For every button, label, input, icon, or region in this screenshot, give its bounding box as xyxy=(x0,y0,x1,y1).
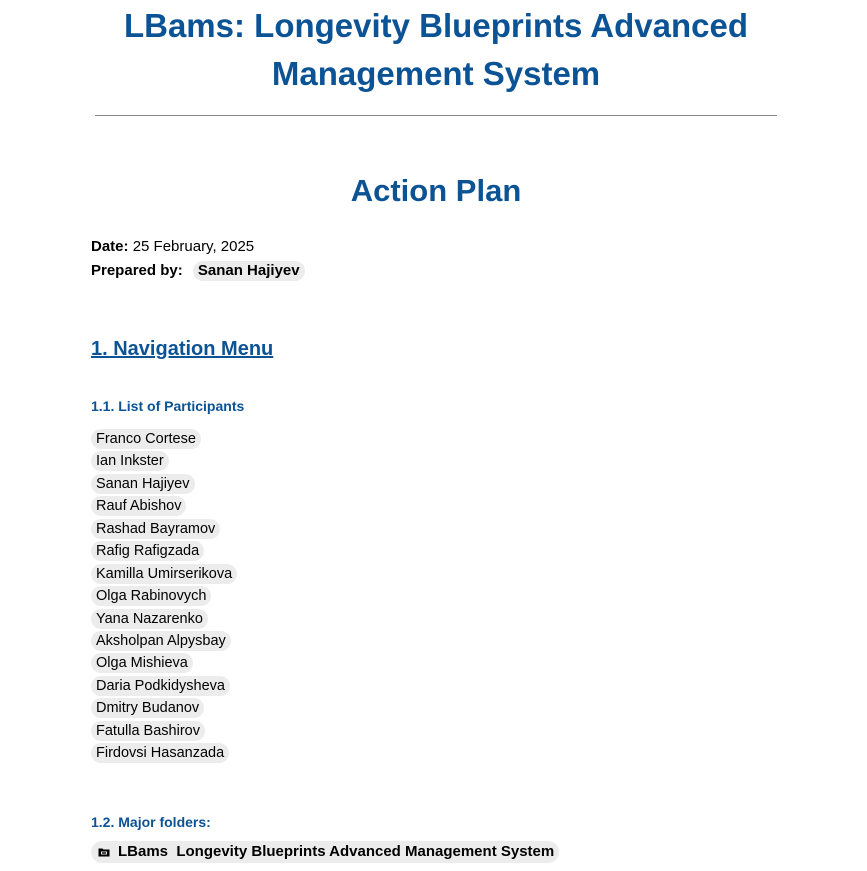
folder-icon xyxy=(98,846,110,858)
person-chip[interactable]: Fatulla Bashirov xyxy=(91,721,205,741)
person-chip[interactable]: Kamilla Umirserikova xyxy=(91,564,237,584)
list-item xyxy=(91,429,237,451)
person-chip[interactable]: Rafig Rafigzada xyxy=(91,541,204,561)
list-item xyxy=(91,653,237,675)
person-chip[interactable]: Olga Mishieva xyxy=(91,653,193,673)
list-item xyxy=(91,564,237,586)
list-item xyxy=(91,586,237,608)
list-item xyxy=(91,541,237,563)
document-title: LBams: Longevity Blueprints Advanced Management System xyxy=(123,7,749,92)
date-line xyxy=(91,236,254,258)
navigation-menu-heading-link[interactable]: 1. Navigation Menu xyxy=(91,338,274,360)
date-value: 25 February, 2025 xyxy=(132,238,255,255)
list-item xyxy=(91,676,237,698)
list-item xyxy=(91,743,237,765)
person-chip[interactable]: Rauf Abishov xyxy=(91,496,186,516)
person-chip[interactable]: Firdovsi Hasanzada xyxy=(91,743,229,763)
person-chip[interactable]: Sanan Hajiyev xyxy=(91,474,195,494)
folder-label: LBams Longevity Blueprints Advanced Management System xyxy=(118,843,555,860)
list-item xyxy=(91,519,237,541)
prepared-by-person-chip[interactable]: Sanan Hajiyev xyxy=(193,261,305,281)
person-chip[interactable]: Daria Podkidysheva xyxy=(91,676,230,696)
list-item xyxy=(91,698,237,720)
list-item xyxy=(91,474,237,496)
list-item xyxy=(91,721,237,743)
person-chip[interactable]: Rashad Bayramov xyxy=(91,519,220,539)
person-chip[interactable]: Olga Rabinovych xyxy=(91,586,211,606)
folder-link-chip[interactable] xyxy=(91,841,559,863)
section-title: Action Plan xyxy=(350,173,522,208)
prepared-by-label: Prepared by: xyxy=(91,262,183,279)
title-divider xyxy=(95,115,777,116)
participants-heading: 1.1. List of Participants xyxy=(91,398,245,414)
list-item xyxy=(91,631,237,653)
person-chip[interactable]: Dmitry Budanov xyxy=(91,698,204,718)
person-chip[interactable]: Franco Cortese xyxy=(91,429,201,449)
list-item xyxy=(91,609,237,631)
participants-list xyxy=(91,429,237,766)
date-label: Date: xyxy=(91,238,129,255)
list-item xyxy=(91,451,237,473)
prepared-by-line xyxy=(91,260,305,282)
person-chip[interactable]: Ian Inkster xyxy=(91,451,169,471)
major-folders-heading: 1.2. Major folders: xyxy=(91,814,211,830)
list-item xyxy=(91,496,237,518)
person-chip[interactable]: Yana Nazarenko xyxy=(91,609,208,629)
person-chip[interactable]: Aksholpan Alpysbay xyxy=(91,631,231,651)
